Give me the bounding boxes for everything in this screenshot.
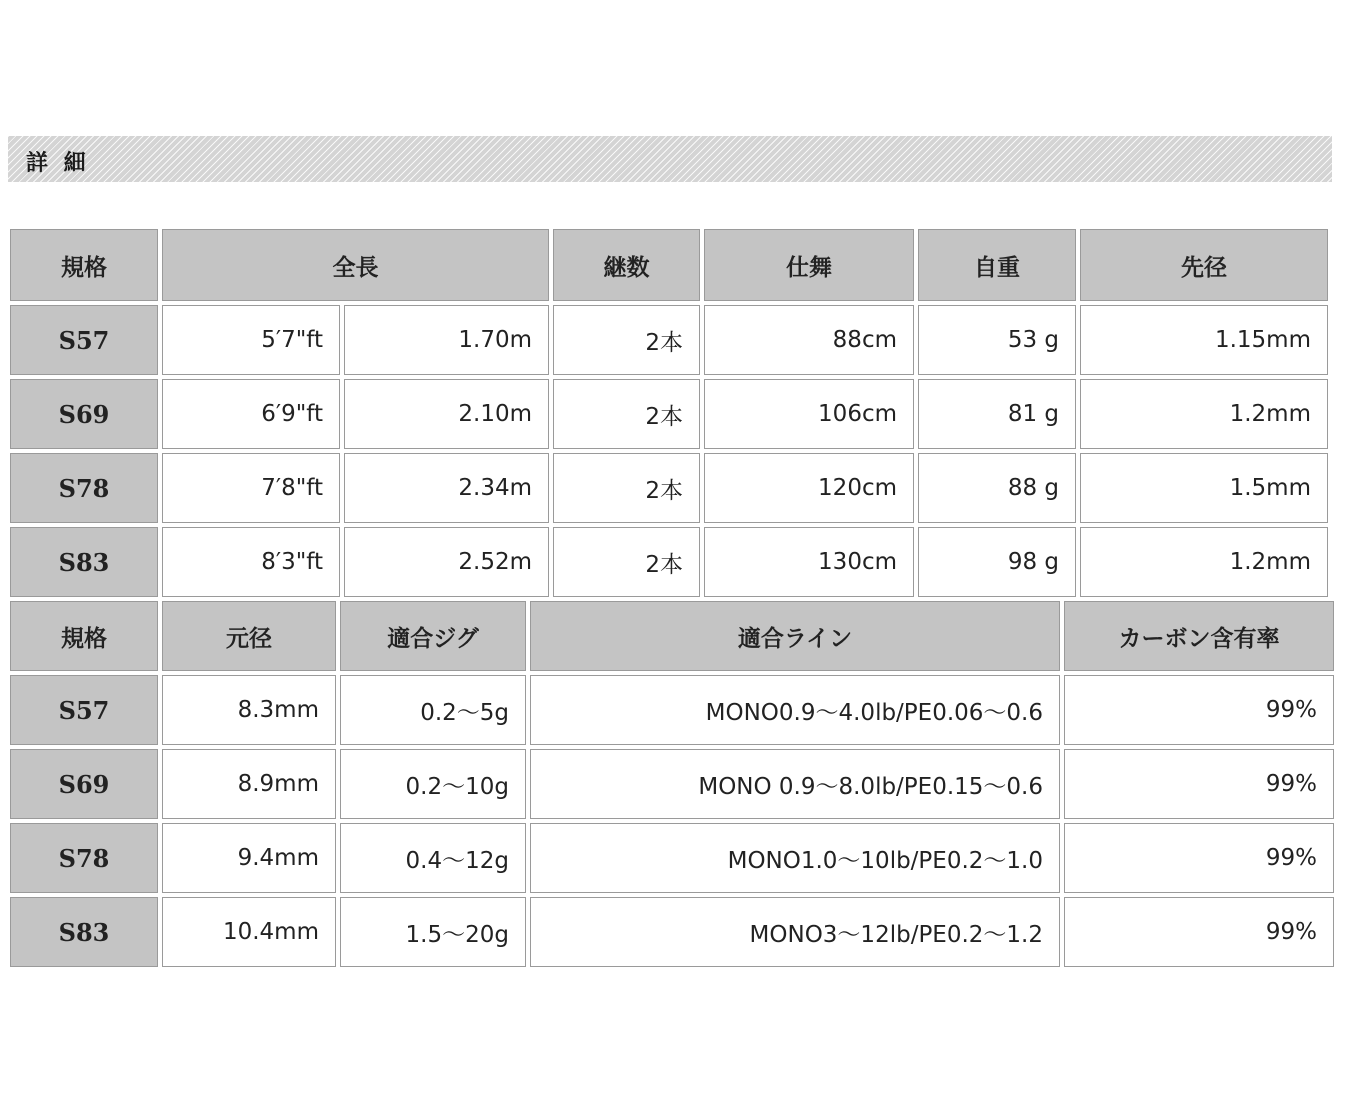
butt-diameter-cell: 9.4mm [162, 823, 336, 893]
header-compatible-line: 適合ライン [530, 601, 1060, 671]
pieces-cell: 2本 [553, 453, 700, 523]
section-header-bar [8, 136, 1332, 182]
length-m-cell: 2.52m [344, 527, 549, 597]
table-row [10, 379, 1328, 449]
tip-diameter-cell: 1.2mm [1080, 527, 1328, 597]
table-row [10, 527, 1328, 597]
header-tip-diameter: 先径 [1080, 229, 1328, 301]
jig-cell: 0.2〜5g [340, 675, 526, 745]
line-cell: MONO3〜12lb/PE0.2〜1.2 [530, 897, 1060, 967]
header-length: 全長 [162, 229, 549, 301]
length-ft-cell: 6′9"ft [162, 379, 340, 449]
model-cell: S78 [10, 823, 158, 893]
pieces-cell: 2本 [553, 379, 700, 449]
model-cell: S69 [10, 379, 158, 449]
weight-cell: 81 g [918, 379, 1076, 449]
length-m-cell: 2.34m [344, 453, 549, 523]
table1-header-row [10, 229, 1328, 301]
spec-table-1 [6, 225, 1332, 601]
model-cell: S78 [10, 453, 158, 523]
header-pieces: 継数 [553, 229, 700, 301]
table-row [10, 823, 1334, 893]
header-weight: 自重 [918, 229, 1076, 301]
weight-cell: 53 g [918, 305, 1076, 375]
model-cell: S83 [10, 527, 158, 597]
model-cell: S83 [10, 897, 158, 967]
weight-cell: 88 g [918, 453, 1076, 523]
weight-cell: 98 g [918, 527, 1076, 597]
model-cell: S57 [10, 305, 158, 375]
table-row [10, 305, 1328, 375]
length-ft-cell: 7′8"ft [162, 453, 340, 523]
header-model: 規格 [10, 601, 158, 671]
pieces-cell: 2本 [553, 527, 700, 597]
spec-table-2 [6, 597, 1338, 971]
jig-cell: 0.4〜12g [340, 823, 526, 893]
header-carbon-content: カーボン含有率 [1064, 601, 1334, 671]
table-row [10, 897, 1334, 967]
pieces-cell: 2本 [553, 305, 700, 375]
section-title: 詳 細 [26, 151, 90, 176]
table-row [10, 675, 1334, 745]
closed-length-cell: 130cm [704, 527, 914, 597]
line-cell: MONO1.0〜10lb/PE0.2〜1.0 [530, 823, 1060, 893]
header-butt-diameter: 元径 [162, 601, 336, 671]
table-row [10, 453, 1328, 523]
carbon-cell: 99% [1064, 749, 1334, 819]
header-compatible-jig: 適合ジグ [340, 601, 526, 671]
model-cell: S57 [10, 675, 158, 745]
tip-diameter-cell: 1.2mm [1080, 379, 1328, 449]
closed-length-cell: 106cm [704, 379, 914, 449]
jig-cell: 1.5〜20g [340, 897, 526, 967]
carbon-cell: 99% [1064, 675, 1334, 745]
butt-diameter-cell: 10.4mm [162, 897, 336, 967]
header-closed-length: 仕舞 [704, 229, 914, 301]
butt-diameter-cell: 8.3mm [162, 675, 336, 745]
carbon-cell: 99% [1064, 823, 1334, 893]
model-cell: S69 [10, 749, 158, 819]
jig-cell: 0.2〜10g [340, 749, 526, 819]
tip-diameter-cell: 1.15mm [1080, 305, 1328, 375]
header-model: 規格 [10, 229, 158, 301]
length-m-cell: 2.10m [344, 379, 549, 449]
butt-diameter-cell: 8.9mm [162, 749, 336, 819]
length-ft-cell: 5′7"ft [162, 305, 340, 375]
closed-length-cell: 88cm [704, 305, 914, 375]
carbon-cell: 99% [1064, 897, 1334, 967]
length-m-cell: 1.70m [344, 305, 549, 375]
closed-length-cell: 120cm [704, 453, 914, 523]
line-cell: MONO0.9〜4.0lb/PE0.06〜0.6 [530, 675, 1060, 745]
length-ft-cell: 8′3"ft [162, 527, 340, 597]
tip-diameter-cell: 1.5mm [1080, 453, 1328, 523]
table2-header-row [10, 601, 1334, 671]
line-cell: MONO 0.9〜8.0lb/PE0.15〜0.6 [530, 749, 1060, 819]
table-row [10, 749, 1334, 819]
